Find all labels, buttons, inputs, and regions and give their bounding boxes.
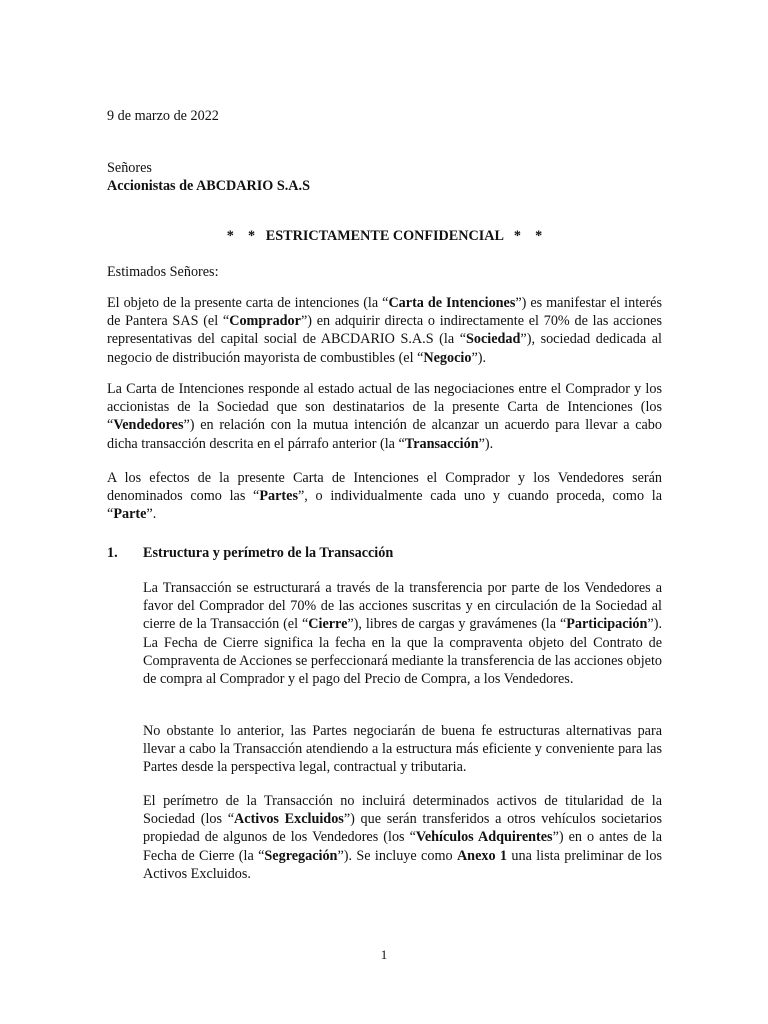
defined-term: Vendedores (113, 417, 184, 434)
text-run: ”, o individualmente cada uno y cuando proceda, como la “ (107, 488, 662, 523)
text-run: ”). (478, 435, 494, 452)
paragraph-objeto (107, 294, 662, 367)
paragraph-estructura (143, 579, 662, 688)
text-run: ”), sociedad dedicada al negocio de distribución mayorista de combustibles (el “ (107, 331, 663, 366)
text-run: ”), libres de cargas y gravámenes (la “ (347, 616, 567, 633)
addressee-block (107, 159, 662, 195)
text-run: El perímetro de la Transacción no incluirá determinados activos de titularidad de la Sociedad (los “ (143, 793, 662, 828)
paragraph-perimetro (143, 792, 662, 883)
text-run: ”) que serán transferidos a otros vehículos societarios propiedad de algunos de los Vendedores (los “ (143, 811, 662, 846)
section-title: Estructura y perímetro de la Transacción (143, 545, 394, 561)
addressee-line-1: Señores (107, 160, 152, 176)
defined-term: Vehículos Adquirentes (415, 829, 553, 846)
section-number: 1. (107, 545, 118, 561)
text-run: ”). (471, 349, 487, 366)
paragraph-negociaciones (107, 380, 662, 453)
defined-term: Segregación (264, 847, 338, 864)
defined-term: Negocio (423, 349, 472, 366)
text-run: El objeto de la presente carta de intenciones (la “ (107, 295, 389, 311)
paragraph-alternativas: No obstante lo anterior, las Partes negociarán de buena fe estructuras alternativas para llevar a cabo la Transacción atendiendo a la estructura más eficiente y conveniente para las Partes desde la perspectiva legal, contractual y tributaria. (143, 723, 662, 776)
defined-term: Cierre (308, 616, 348, 633)
text-run: una lista preliminar de los Activos Excluidos. (143, 847, 662, 882)
text-run: ”) en relación con la mutua intención de alcanzar un acuerdo para llevar a cabo dicha transacción descrita en el párrafo anterior (la “ (107, 417, 662, 452)
defined-term: Participación (566, 616, 648, 633)
text-run: ”) en o antes de la Fecha de Cierre (la “ (143, 829, 662, 864)
defined-term: Partes (259, 488, 298, 505)
text-run: ”. (146, 506, 157, 523)
defined-term: Carta de Intenciones (388, 295, 516, 311)
text-run: ”). Se incluye como (337, 847, 457, 864)
text-run: ”) en adquirir directa o indirectamente el 70% de las acciones representativas del capital social de ABCDARIO S.A.S (la “ (107, 313, 662, 348)
defined-term: Activos Excluidos (234, 811, 344, 828)
defined-term: Comprador (229, 313, 301, 330)
page-number: 1 (380, 947, 388, 962)
text-run: La Carta de Intenciones responde al estado actual de las negociaciones entre el Comprador y los accionistas de la Sociedad que son destinatarios de la presente Carta de Intenciones (los “ (107, 381, 662, 434)
text-run: ”) es manifestar el interés de Pantera SAS (el “ (107, 295, 662, 330)
defined-term: Anexo 1 (456, 847, 508, 864)
text-run: La Transacción se estructurará a través de la transferencia por parte de los Vendedores a favor del Comprador del 70% de las acciones suscritas y en circulación de la Sociedad al cierre de la Transacción (el “ (143, 580, 662, 633)
text-run: ”). La Fecha de Cierre significa la fecha en la que la compraventa objeto del Contrato de Compraventa de Acciones se perfeccionará mediante la transferencia de las acciones objeto de compra al Comprador y el pago del Precio de Compra, a los Vendedores. (143, 616, 662, 688)
confidential-heading: * * ESTRICTAMENTE CONFIDENCIAL * * (226, 228, 543, 244)
defined-term: Transacción (404, 435, 479, 452)
text-run: A los efectos de la presente Carta de Intenciones el Comprador y los Vendedores serán denominados como las “ (107, 470, 662, 505)
paragraph-partes (107, 469, 662, 524)
addressee-line-2: Accionistas de ABCDARIO S.A.S (107, 178, 310, 195)
defined-term: Sociedad (466, 331, 521, 348)
letter-date: 9 de marzo de 2022 (107, 108, 219, 124)
defined-term: Parte (113, 506, 147, 523)
salutation: Estimados Señores: (107, 264, 219, 280)
